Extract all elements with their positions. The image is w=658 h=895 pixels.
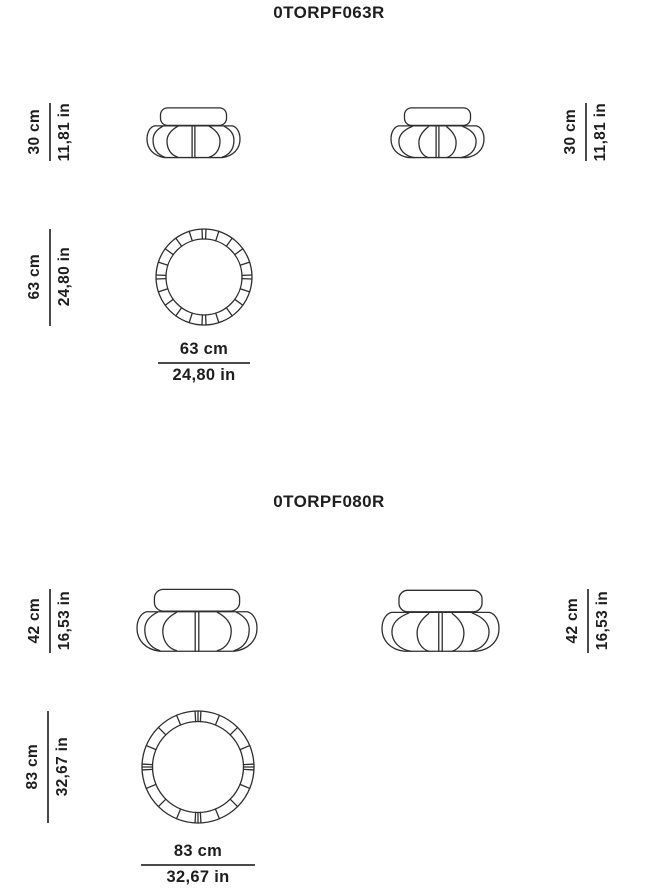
diameter-cm-label: 63 cm: [179, 340, 229, 358]
pouf-front-view-drawing: [147, 106, 240, 159]
diameter-dimension-bottom: [144, 340, 264, 385]
height-dimension-right: [562, 100, 610, 164]
height-dimension-left: [26, 100, 74, 164]
dimension-line: [49, 589, 51, 653]
height-in-label: 11,81 in: [55, 102, 73, 162]
diameter-cm-label: 63 cm: [26, 254, 43, 300]
diameter-cm-label: 83 cm: [24, 744, 41, 790]
pouf-side-view-drawing: [391, 106, 484, 159]
diameter-dimension-left: [26, 228, 74, 326]
dimension-line: [49, 229, 51, 326]
dimension-line: [47, 711, 49, 823]
pouf-top-view-drawing: [141, 710, 255, 824]
height-cm-label: 42 cm: [26, 598, 43, 644]
diameter-in-label: 24,80 in: [172, 365, 236, 384]
height-cm-label: 30 cm: [562, 109, 579, 155]
pouf-top-view-drawing: [155, 228, 253, 326]
height-dimension-left: [26, 586, 74, 656]
product-code-title: 0TORPF080R: [273, 492, 385, 511]
diameter-in-label: 24,80 in: [55, 247, 73, 307]
diameter-cm-label: 83 cm: [173, 842, 223, 860]
dimension-line: [587, 589, 589, 653]
pouf-front-view-drawing: [137, 587, 257, 653]
dimension-line: [141, 864, 255, 866]
diameter-dimension-bottom: [134, 842, 262, 887]
diameter-in-label: 32,67 in: [166, 867, 230, 886]
height-in-label: 16,53 in: [593, 591, 611, 651]
height-in-label: 11,81 in: [591, 102, 609, 162]
height-dimension-right: [564, 586, 612, 656]
height-cm-label: 42 cm: [564, 598, 581, 644]
diameter-dimension-left: [24, 710, 72, 824]
dimension-line: [49, 103, 51, 161]
dimension-line: [585, 103, 587, 161]
product-code-title: 0TORPF063R: [273, 3, 385, 22]
height-cm-label: 30 cm: [26, 109, 43, 155]
height-in-label: 16,53 in: [55, 591, 73, 651]
diameter-in-label: 32,67 in: [53, 737, 71, 797]
dimension-line: [158, 362, 250, 364]
pouf-side-view-drawing: [382, 588, 499, 653]
